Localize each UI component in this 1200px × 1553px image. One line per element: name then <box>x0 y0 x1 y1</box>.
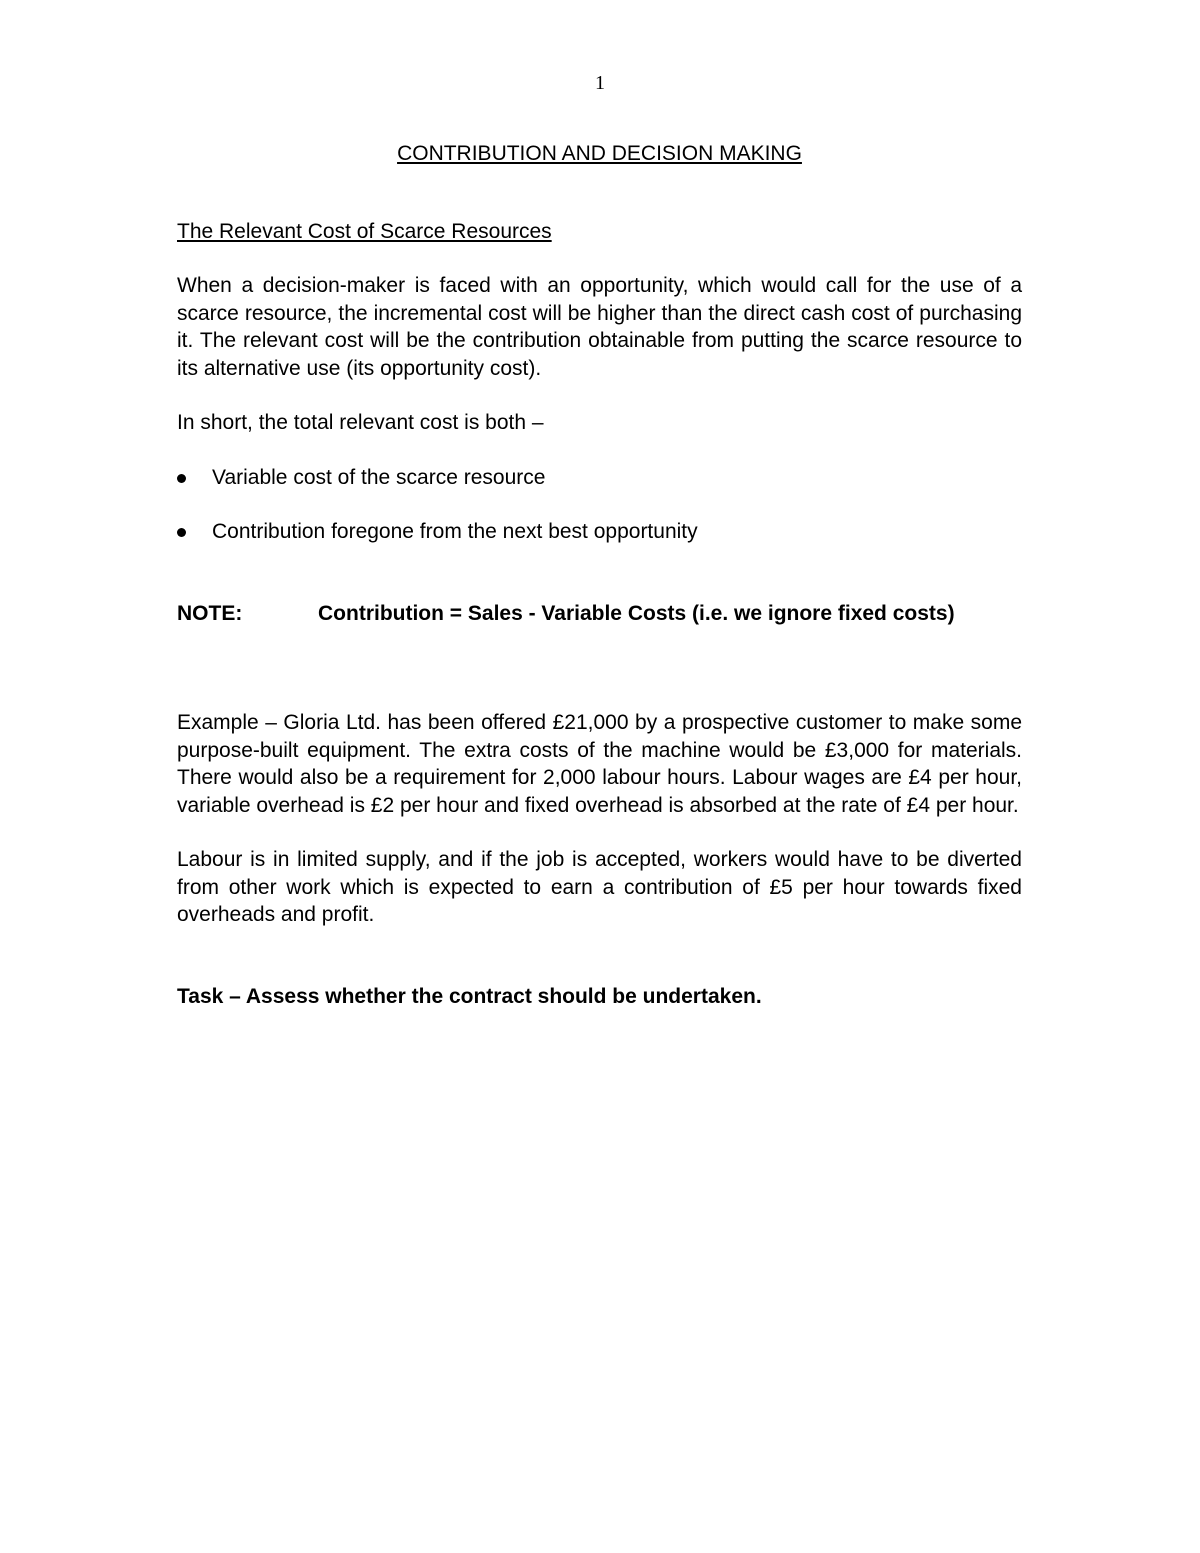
list-item <box>177 464 1022 492</box>
summary-lead: In short, the total relevant cost is both – <box>177 411 544 434</box>
bullet-icon <box>177 528 186 537</box>
intro-paragraph: When a decision-maker is faced with an opportunity, which would call for the use of a scarce resource, the incremental cost will be higher than the direct cash cost of purchasing it. The relevant cost will be the contribution obtainable from putting the scarce resource to its alternative use (its opportunity cost). <box>177 274 1022 380</box>
labour-paragraph: Labour is in limited supply, and if the job is accepted, workers would have to be diverted from other work which is expected to earn a contribution of £5 per hour towards fixed overheads and profit. <box>177 848 1022 926</box>
note-paragraph <box>177 600 1022 628</box>
note-text: Contribution = Sales - Variable Costs (i.e. we ignore fixed costs) <box>318 601 955 625</box>
document-title: CONTRIBUTION AND DECISION MAKING <box>397 142 802 165</box>
task-statement: Task – Assess whether the contract should be undertaken. <box>177 984 762 1008</box>
list-item <box>177 518 1022 546</box>
list-item-text: Contribution foregone from the next best opportunity <box>212 520 698 543</box>
example-paragraph: Example – Gloria Ltd. has been offered £21,000 by a prospective customer to make some purpose-built equipment. The extra costs of the machine would be £3,000 for materials. There would also be a requirement for 2,000 labour hours. Labour wages are £4 per hour, variable overhead is £2 per hour and fixed overhead is absorbed at the rate of £4 per hour. <box>177 711 1022 817</box>
section-heading: The Relevant Cost of Scarce Resources <box>177 219 552 243</box>
note-label: NOTE: <box>177 601 243 625</box>
page-number: 1 <box>595 72 605 94</box>
document-body <box>177 140 1022 1037</box>
list-item-text: Variable cost of the scarce resource <box>212 465 546 489</box>
bullet-icon <box>177 474 186 483</box>
relevant-cost-list <box>177 464 1022 546</box>
